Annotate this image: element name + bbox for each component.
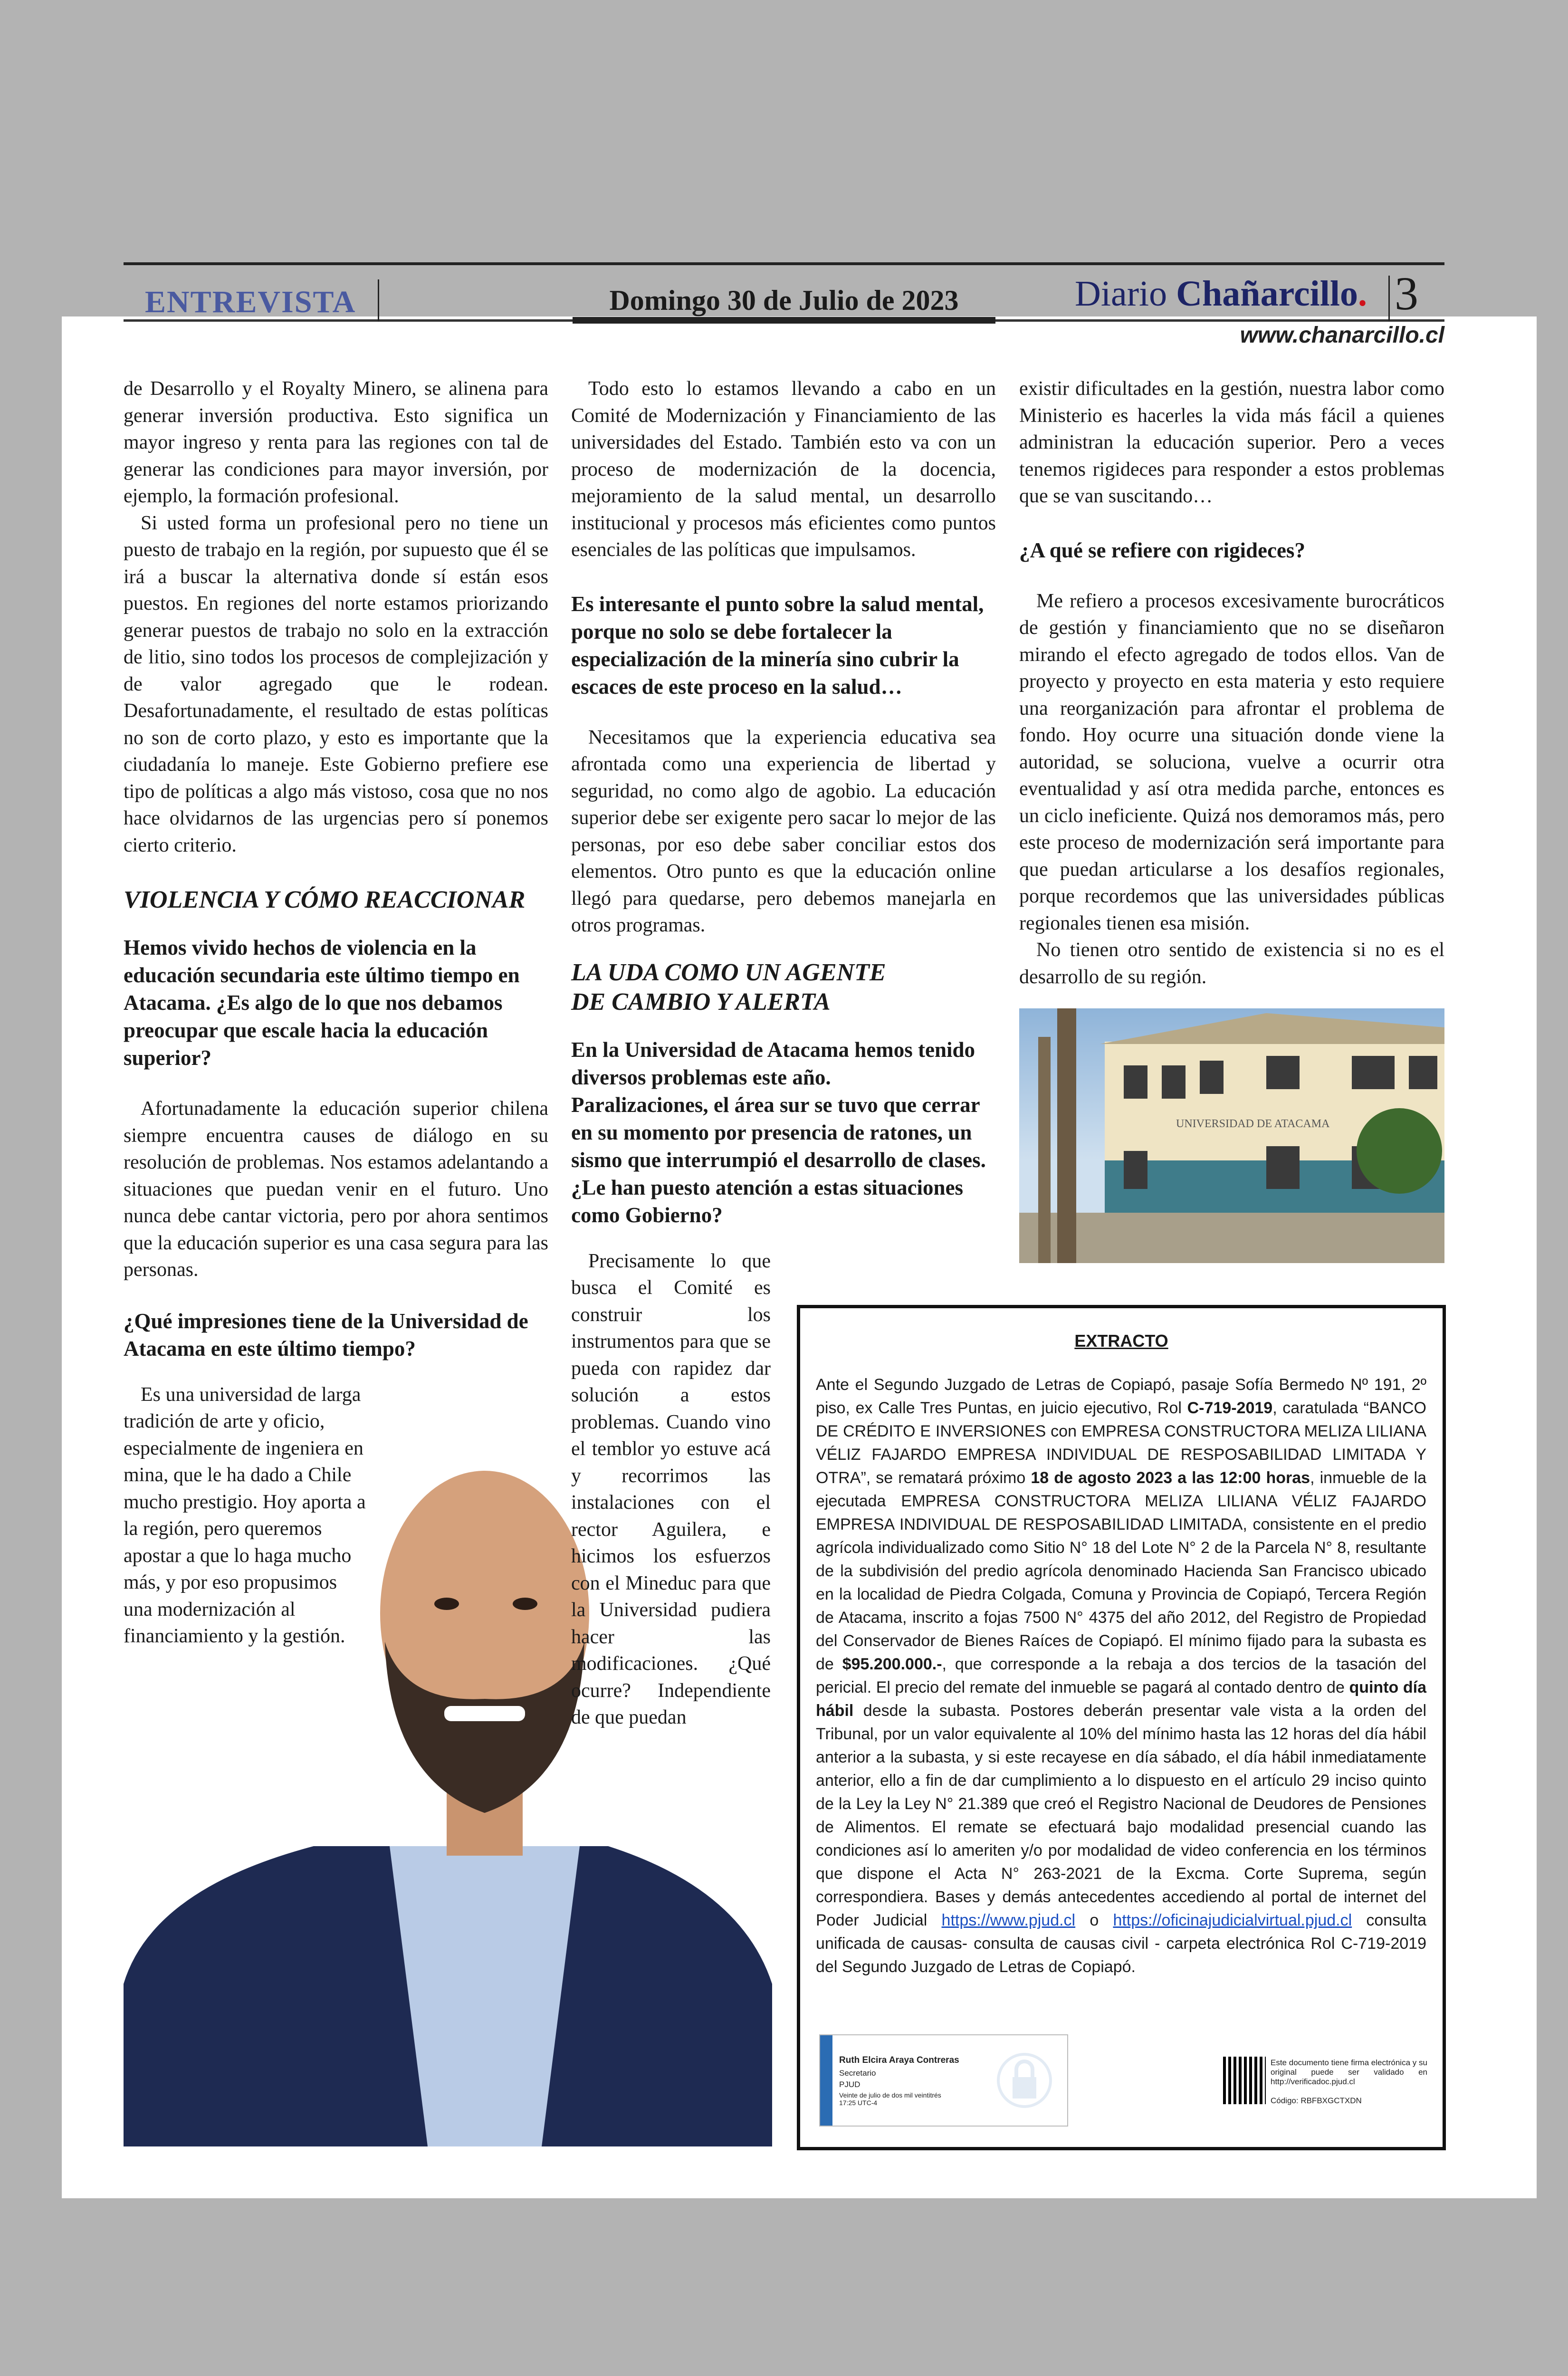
paragraph: No tienen otro sentido de existencia si no es el desarrollo de su región.: [1019, 939, 1444, 988]
case-number: C-719-2019: [1187, 1399, 1273, 1417]
paragraph: Afortunadamente la educación superior chilena siempre encuentra causes de diálogo en su resolución de problemas. Nos estamos adelantando a situaciones que puedan venir en el futuro. Uno nunca debe cantar victoria, pero por ahora sentimos que la educación superior es una casa segura para las personas.: [124, 1098, 548, 1281]
electronic-signature: [819, 2034, 1068, 2127]
building-illustration: [1019, 1008, 1444, 1263]
notice-text: o: [1075, 1911, 1113, 1929]
roof: [1100, 1013, 1444, 1044]
header-divider: [378, 279, 379, 321]
heading-line: LA UDA COMO UN AGENTE: [571, 958, 886, 986]
paragraph: Es una universidad de larga tradición de arte y oficio, especialmente de ingeniera en mina, que le ha dado a Chile mucho prestigio. Hoy aporta a la región, pero queremos apostar a que lo haga mucho más, y por eso propusimos una modernización al financiamiento y la gestión.: [124, 1383, 366, 1647]
question: Hemos vivido hechos de violencia en la educación secundaria este último tiempo en Atacama. ¿Es algo de lo que nos debamos preocupar que escale hacia la educación superior?: [124, 936, 520, 1070]
issue-date: Domingo 30 de Julio de 2023: [609, 285, 959, 316]
notice-title: EXTRACTO: [1074, 1331, 1168, 1351]
date-underline: [573, 317, 995, 324]
logo-text-bold: Chañarcillo: [1176, 274, 1358, 314]
section-heading: VIOLENCIA Y CÓMO REACCIONAR: [124, 886, 526, 913]
notice-text: desde la subasta. Postores deberán presentar vale vista a la orden del Tribunal, por un valor equivalente al 10% del mínimo hasta las 12 horas del día hábil anterior a la subasta, y si este recayese en día sábado, el día hábil inmediatamente anterior, ello a fin de dar cumplimiento a lo dispuesto en el artículo 29 inciso quinto de la Ley la Ley N° 21.389 que creó el Registro Nacional de Deudores de Pensiones de Alimentos. El remate se efectuará bajo modalidad presencial cuando las condiciones así lo ameriten y/o por modalidad de video conferencia en los términos que dispone el Acta N° 263-2021 de la Excma. Corte Suprema, según correspondiera. Bases y demás antecedentes accediendo al portal de internet del Poder Judicial: [816, 1702, 1426, 1929]
paragraph: Precisamente lo que busca el Comité es construir los instrumentos para que se pueda con rapidez dar solución a estos problemas. Cuando vino el temblor yo estuve acá y recorrimos las instalaciones con el rector Aguilera, e hicimos los esfuerzos con el Mineduc para que la Universidad pudiera hacer las modificaciones. ¿Qué ocurre? Independiente de que puedan: [571, 1250, 771, 1728]
auction-date: 18 de agosto 2023 a las 12:00 horas: [1031, 1469, 1310, 1487]
question: Es interesante el punto sobre la salud mental, porque no solo se debe fortalecer la especialización de la minería sino cubrir la escaces de este proceso en la salud…: [571, 592, 984, 699]
oficina-judicial-link[interactable]: https://oficinajudicialvirtual.pjud.cl: [1113, 1911, 1352, 1929]
signature-bar: [820, 2035, 832, 2126]
university-building-photo: [1019, 1008, 1444, 1263]
logo-dot: .: [1358, 274, 1367, 314]
signer-name: Ruth Elcira Araya Contreras: [839, 2055, 959, 2065]
logo-text: Diario: [1075, 274, 1167, 314]
tree: [1357, 1108, 1442, 1194]
pjud-link[interactable]: https://www.pjud.cl: [941, 1911, 1076, 1929]
section-label: ENTREVISTA: [145, 285, 356, 319]
paragraph: Me refiero a procesos excesivamente burocráticos de gestión y financiamiento que no se diseñaron mirando el efecto agregado de todos ellos. Van de proyecto y proyecto en esta materia y esto requiere una reorganización para afrontar el problema de fondo. Hoy ocurre una situación donde viene la autoridad, se soluciona, vuelve a ocurrir otra eventualidad y así otra medida parche, entonces es un ciclo ineficiente. Quizá nos demoramos más, pero este proceso de modernización será importante para que puedan articularse a los desafíos regionales, porque recordemos que las universidades públicas regionales tienen esa misión.: [1019, 590, 1444, 934]
notice-text: , caratulada “BANCO DE CRÉDITO E INVERSIONES con EMPRESA CONSTRUCTORA MELIZA LILIANA VÉLIZ FAJARDO EMPRESA INDIVIDUAL DE RESPOSABILIDAD LIMITADA Y OTRA”, se rematará próximo: [816, 1399, 1426, 1487]
verification-info: [1271, 2058, 1427, 2106]
heading-line: DE CAMBIO Y ALERTA: [571, 988, 831, 1016]
palm-trunk: [1038, 1037, 1051, 1263]
paragraph: Si usted forma un profesional pero no tiene un puesto de trabajo en la región, por supuesto que él se irá a buscar la alternativa donde sí están esos puestos. En regiones del norte estamos priorizando generar puestos de trabajo no solo en la extracción de litio, sino todos los procesos de complejización y de valor agregado que le rodean. Desafortunadamente, el resultado de estas políticas no son de corto plazo, y esto es importante que la ciudadanía lo maneje. Este Gobierno prefiere ese tipo de políticas a algo más vistoso, cosa que no nos hace olvidarnos de las urgencias pero sí ponemos cierto criterio.: [124, 512, 548, 856]
qr-code-icon: [1223, 2057, 1266, 2104]
newspaper-logo: [1075, 273, 1367, 315]
verification-code: Código: RBFBXGCTXDN: [1271, 2096, 1362, 2105]
header-divider: [1388, 276, 1390, 321]
paragraph: de Desarrollo y el Royalty Minero, se alinena para generar inversión productiva. Esto significa un mayor ingreso y renta para las regiones con tal de generar las condiciones para mayor inversión, por ejemplo, la formación profesional.: [124, 378, 548, 507]
verification-text: Este documento tiene firma electrónica y su original puede ser validado en http://verificadoc.pjud.cl: [1271, 2058, 1427, 2086]
minimum-price: $95.200.000.-: [842, 1655, 942, 1673]
header-top-rule: [124, 262, 1444, 265]
column-3: [1019, 375, 1444, 990]
column-1: [124, 375, 548, 1650]
signer-role: Secretario: [839, 2069, 876, 2078]
payment-deadline: quinto día hábil: [816, 1678, 1426, 1720]
paragraph: Necesitamos que la experiencia educativa sea afrontada como una experiencia de libertad y seguridad, no como algo de agobio. La educación superior debe ser exigente pero sacar lo mejor de las personas, por eso debe saber conciliar estos dos elementos. Otro punto es que la educación online llegó para quedarse, pero debemos manejarla en otros programas.: [571, 726, 996, 936]
notice-text: , inmueble de la ejecutada EMPRESA CONSTRUCTORA MELIZA LILIANA VÉLIZ FAJARDO EMPRESA INDIVIDUAL DE RESPOSABILIDAD LIMITADA, consistente en el predio agrícola individualizado como Sitio N° 18 del Lote N° 2 de la Parcela N° 8, resultante de la subdivisión del predio agrícola denominado Hacienda San Francisco ubicado en la localidad de Piedra Colgada, Comuna y Provincia de Copiapó, Tercera Región de Atacama, inscrito a fojas 7500 N° 4375 del año 2012, del Registro de Propiedad del Conservador de Bienes Raíces de Copiapó. El mínimo fijado para la subasta es de: [816, 1469, 1426, 1673]
question: ¿A qué se refiere con rigideces?: [1019, 538, 1305, 562]
ground: [1019, 1213, 1444, 1263]
question: ¿Qué impresiones tiene de la Universidad de Atacama en este último tiempo?: [124, 1309, 528, 1360]
website-link[interactable]: www.chanarcillo.cl: [1240, 323, 1444, 348]
page-number: 3: [1395, 267, 1418, 320]
question: Paralizaciones, el área sur se tuvo que cerrar en su momento por presencia de ratones, un sismo que interrumpió el desarrollo de clases. ¿Le han puesto atención a estas situaciones como Gobierno?: [571, 1092, 986, 1227]
paragraph: existir dificultades en la gestión, nuestra labor como Ministerio es hacerles la vida más fácil a quienes administran la educación superior. Pero a veces tenemos rigideces para responder a estos problemas que se van suscitando…: [1019, 378, 1444, 507]
section-heading: [571, 958, 996, 1017]
lock-icon: [996, 2050, 1053, 2111]
signature-time: 17:25 UTC-4: [839, 2099, 878, 2107]
paragraph: Todo esto lo estamos llevando a cabo en un Comité de Modernización y Financiamiento de las universidades del Estado. También esto va con un proceso de modernización de la docencia, mejoramiento de la salud mental, un desarrollo institucional y procesos más eficientes como puntos esenciales de las políticas que impulsamos.: [571, 378, 996, 561]
signer-org: PJUD: [839, 2080, 860, 2089]
notice-text: Ante el Segundo Juzgado de Letras de Copiapó, pasaje Sofía Bermedo Nº 191, 2º piso, ex Calle Tres Puntas, en juicio ejecutivo, Rol: [816, 1376, 1426, 1417]
palm-trunk: [1057, 1008, 1076, 1263]
building-sign: UNIVERSIDAD DE ATACAMA: [1176, 1118, 1330, 1130]
question: En la Universidad de Atacama hemos tenido diversos problemas este año.: [571, 1037, 975, 1089]
signature-date: Veinte de julio de dos mil veintitrés: [839, 2091, 941, 2099]
column-2: [571, 375, 996, 1731]
notice-text: consulta unificada de causas- consulta de causas civil - carpeta electrónica Rol C-719-2019 del Segundo Juzgado de Letras de Copiapó.: [816, 1911, 1426, 1976]
notice-text: , que corresponde a la rebaja a dos tercios de la tasación del pericial. El precio del remate del inmueble se pagará al contado dentro de: [816, 1655, 1427, 1696]
